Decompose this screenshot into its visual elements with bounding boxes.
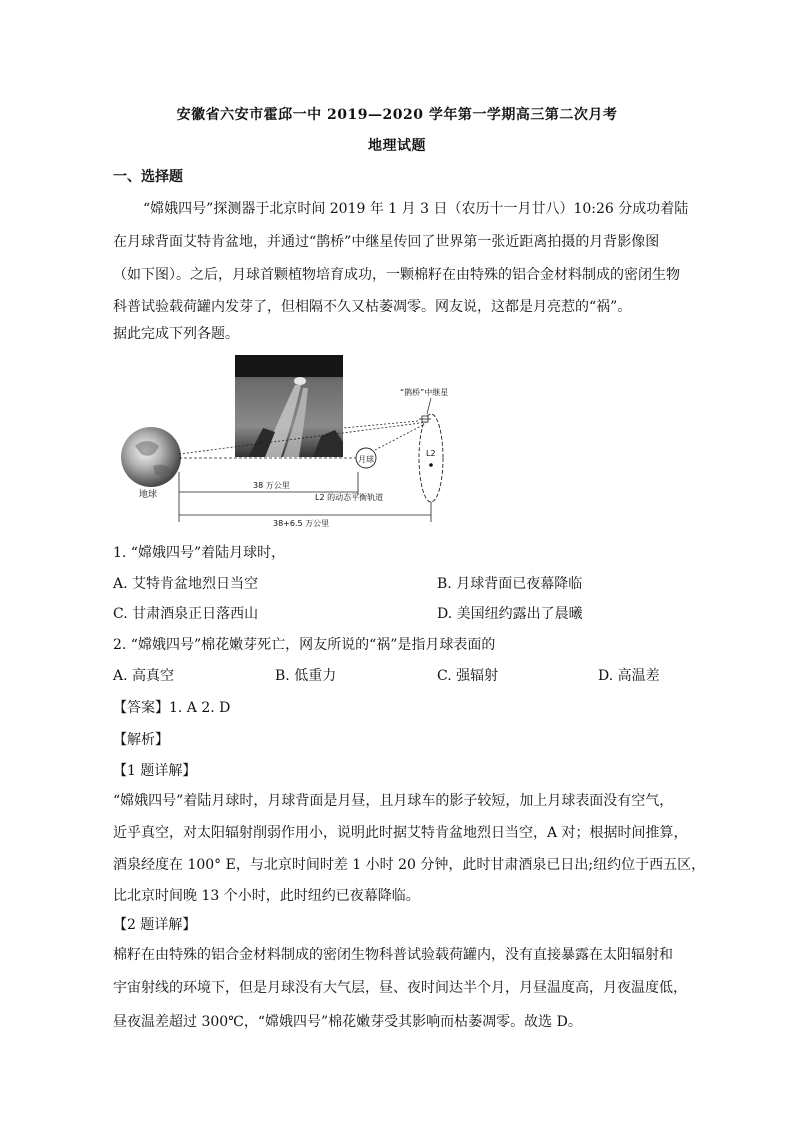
document-title: 安徽省六安市霍邱一中 2019—2020 学年第一学期高三第二次月考	[176, 107, 618, 123]
distance-earth-l2: 38+6.5 万公里	[273, 519, 330, 528]
detail-1-line: “嫦娥四号”着陆月球时，月球背面是月昼，且月球车的影子较短，加上月球表面没有空气，	[113, 793, 674, 809]
document-subtitle: 地理试题	[368, 138, 426, 154]
detail-1-line: 酒泉经度在 100° E，与北京时间时差 1 小时 20 分钟，此时甘肃酒泉已日出;纽约位于西五区，	[113, 857, 706, 873]
intro-line: 在月球背面艾特肯盆地，并通过“鹊桥”中继星传回了世界第一张近距离拍摄的月背影像图	[113, 234, 660, 250]
analysis-heading: 【解析】	[113, 732, 169, 748]
intro-line: “嫦娥四号”探测器于北京时间 2019 年 1 月 3 日（农历十一月廿八）10:26 分成功着陆	[143, 201, 689, 217]
question-1-option-d: D. 美国纽约露出了晨曦	[437, 606, 583, 622]
l2-orbit-ellipse	[419, 414, 443, 502]
earth-globe	[121, 427, 181, 487]
question-2-stem: 2. “嫦娥四号”棉花嫩芽死亡，网友所说的“祸”是指月球表面的	[113, 637, 496, 653]
question-2-option-c: C. 强辐射	[437, 668, 499, 684]
detail-1-line: 比北京时间晚 13 个小时，此时纽约已夜幕降临。	[113, 888, 420, 904]
question-2-option-a: A. 高真空	[113, 668, 175, 684]
lunar-surface-photo	[235, 355, 343, 457]
earth-label: 地球	[139, 490, 158, 500]
l2-orbit-label: L2 的动态平衡轨道	[315, 493, 384, 502]
detail-2-heading: 【2 题详解】	[113, 917, 197, 933]
question-1-stem: 1. “嫦娥四号”着陆月球时，	[113, 545, 286, 561]
answer-line: 【答案】1. A 2. D	[113, 700, 231, 716]
question-1-option-b: B. 月球背面已夜幕降临	[437, 576, 583, 592]
question-1-option-c: C. 甘肃酒泉正日落西山	[113, 606, 259, 622]
detail-2-line: 棉籽在由特殊的铝合金材料制成的密闭生物科普试验载荷罐内，没有直接暴露在太阳辐射和	[113, 947, 673, 963]
section-heading: 一、选择题	[113, 169, 183, 185]
detail-1-heading: 【1 题详解】	[113, 763, 197, 779]
detail-1-line: 近乎真空，对太阳辐射削弱作用小，说明此时据艾特肯盆地烈日当空，A 对；根据时间推算，	[113, 825, 688, 841]
detail-2-line: 宇宙射线的环境下，但是月球没有大气层，昼、夜时间达半个月，月昼温度高，月夜温度低，	[113, 980, 687, 996]
question-2-option-d: D. 高温差	[598, 668, 660, 684]
question-1-option-a: A. 艾特肯盆地烈日当空	[113, 576, 259, 592]
intro-line: 科普试验载荷罐内发芽了，但相隔不久又枯萎凋零。网友说，这都是月亮惹的“祸”。	[113, 299, 632, 315]
question-2-option-b: B. 低重力	[275, 668, 337, 684]
intro-line: 据此完成下列各题。	[113, 326, 239, 342]
distance-earth-moon: 38 万公里	[253, 481, 290, 490]
relay-satellite-figure	[113, 350, 463, 530]
relay-satellite-icon	[419, 416, 431, 422]
detail-2-line: 昼夜温差超过 300℃，“嫦娥四号”棉花嫩芽受其影响而枯萎凋零。故选 D。	[113, 1014, 582, 1030]
intro-line: （如下图）。之后，月球首颗植物培育成功，一颗棉籽在由特殊的铝合金材料制成的密闭生物	[113, 267, 680, 283]
l2-label: L2	[426, 449, 436, 458]
moon-label: 月球	[358, 455, 374, 464]
relay-label: “鹊桥”中继星	[400, 388, 449, 397]
